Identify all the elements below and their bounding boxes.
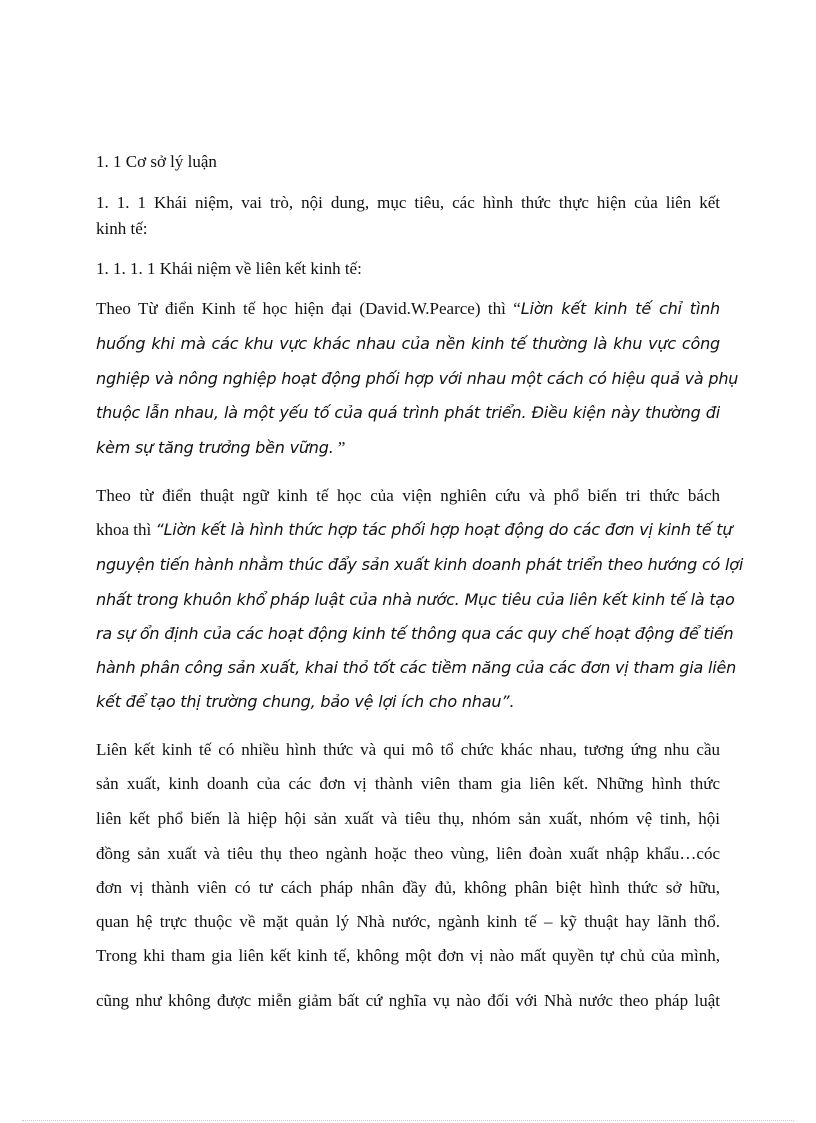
paragraph-2-line-7: [96, 691, 514, 713]
paragraph-3-line-3: liên kết phổ biến là hiệp hội sản xuất và tiêu thụ, nhóm sản xuất, nhóm vệ tinh, hội: [96, 809, 720, 828]
page-bottom-separator: [22, 1120, 794, 1121]
paragraph-2-line-2-plain: khoa thì: [96, 520, 156, 539]
paragraph-1-line-4: thuộc lẫn nhau, là một yếu tố của quá trình phát triển. Điều kiện này thường đi: [96, 403, 720, 422]
paragraph-1-line-5-italic: kèm sự tăng trưởng bền vững.: [96, 438, 334, 457]
paragraph-1-line-1: [96, 298, 720, 320]
paragraph-2-line-1: Theo từ điển thuật ngữ kinh tế học của viện nghiên cứu và phổ biến tri thức bách: [96, 486, 720, 505]
paragraph-2-line-7-italic: kết để tạo thị trường chung, bảo vệ lợi ích cho nhau”: [96, 692, 510, 711]
paragraph-3-line-6: quan hệ trực thuộc về mặt quản lý Nhà nước, ngành kinh tế – kỹ thuật hay lãnh thổ.: [96, 912, 720, 931]
paragraph-3-line-4: đồng sản xuất và tiêu thụ theo ngành hoặc theo vùng, liên đoàn xuất nhập khẩu…cóc: [96, 844, 720, 863]
paragraph-2-line-3: nguyện tiến hành nhằm thúc đẩy sản xuất kinh doanh phát triển theo hướng có lợi: [96, 555, 744, 574]
paragraph-1-line-1-italic: Liờn kết kinh tế chỉ tình: [520, 299, 720, 318]
paragraph-1-line-3: nghiệp và nông nghiệp hoạt động phối hợp với nhau một cách có hiệu quả và phụ: [96, 369, 739, 388]
section-heading-1-1-1-1: 1. 1. 1. 1 Khái niệm về liên kết kinh tế:: [96, 259, 362, 278]
paragraph-2-line-7-plain: .: [509, 692, 514, 711]
paragraph-3-line-1: Liên kết kinh tế có nhiều hình thức và qui mô tổ chức khác nhau, tương ứng nhu cầu: [96, 740, 720, 759]
paragraph-1-line-5-plain: ”: [333, 438, 346, 457]
paragraph-2-line-2-italic: “Liờn kết là hình thức hợp tác phối hợp hoạt động do các đơn vị kinh tế tự: [155, 520, 733, 539]
paragraph-3-line-5: đơn vị thành viên có tư cách pháp nhân đầy đủ, không phân biệt hình thức sở hữu,: [96, 878, 720, 897]
paragraph-1-line-5: [96, 437, 345, 459]
paragraph-2-line-5: ra sự ổn định của các hoạt động kinh tế thông qua các quy chế hoạt động để tiến: [96, 624, 734, 643]
section-heading-1-1-1-line-1: 1. 1. 1 Khái niệm, vai trò, nội dung, mục tiêu, các hình thức thực hiện của liên kết: [96, 193, 720, 212]
paragraph-3-line-7: Trong khi tham gia liên kết kinh tế, không một đơn vị nào mất quyền tự chủ của mình,: [96, 946, 720, 965]
section-heading-1-1-1-line-2: kinh tế:: [96, 219, 148, 238]
paragraph-1-line-2: huống khi mà các khu vực khác nhau của nền kinh tế thường là khu vực công: [96, 334, 720, 353]
paragraph-2-line-4: nhất trong khuôn khổ pháp luật của nhà nước. Mục tiêu của liên kết kinh tế là tạo: [96, 590, 735, 609]
section-heading-1-1: 1. 1 Cơ sở lý luận: [96, 152, 217, 171]
paragraph-1-line-1-plain: Theo Từ điển Kinh tế học hiện đại (David.W.Pearce) thì “: [96, 299, 521, 318]
paragraph-3-line-8: cũng như không được miễn giảm bất cứ nghĩa vụ nào đối với Nhà nước theo pháp luật: [96, 991, 720, 1010]
paragraph-3-line-2: sản xuất, kinh doanh của các đơn vị thành viên tham gia liên kết. Những hình thức: [96, 774, 720, 793]
paragraph-2-line-2: [96, 519, 733, 541]
paragraph-2-line-6: hành phân công sản xuất, khai thỏ tốt các tiềm năng của các đơn vị tham gia liên: [96, 658, 737, 677]
